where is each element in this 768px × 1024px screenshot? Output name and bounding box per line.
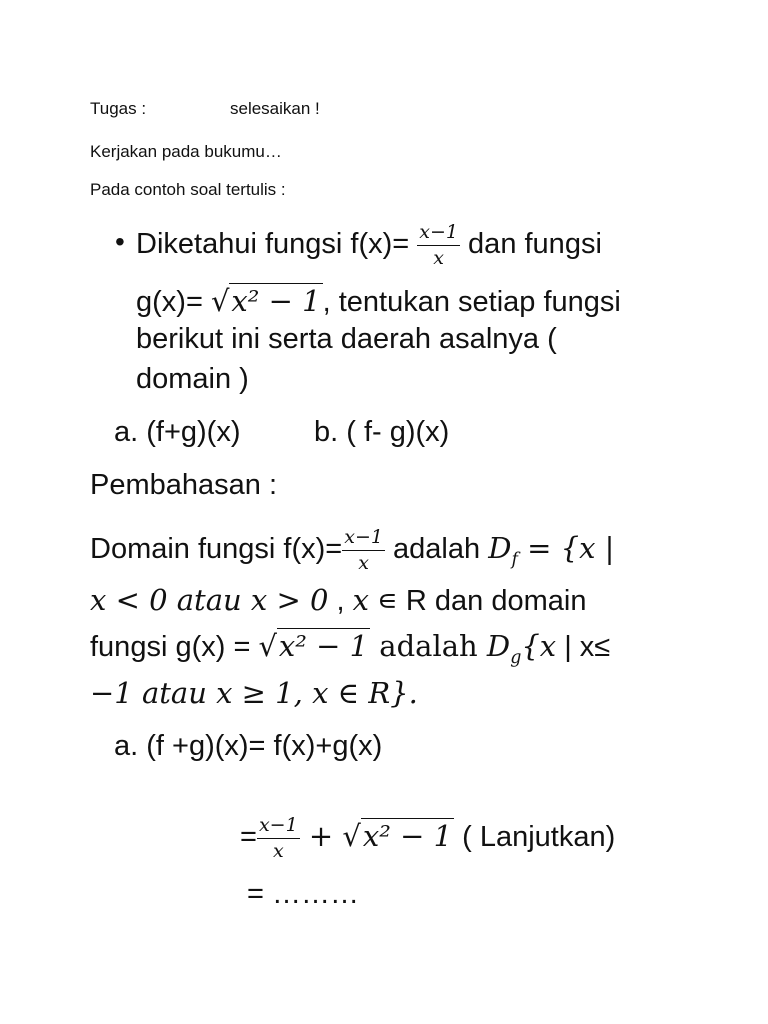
part-a-label: a. (f+g)(x) — [114, 416, 241, 448]
sqrt-expression: √x² − 1 — [342, 819, 453, 854]
domain-line-4: −1 atau x ≥ 1, x ∈ R}. — [90, 676, 418, 710]
fraction-numerator: x−1 — [257, 815, 300, 839]
math-text: x < 0 atau x > 0 — [90, 583, 329, 617]
fraction-denominator: x — [272, 840, 284, 862]
problem-line-1 — [136, 222, 602, 269]
fraction-numerator: x−1 — [417, 222, 460, 246]
math-text: adalah — [370, 629, 487, 663]
problem-text: Diketahui fungsi f(x)= — [136, 228, 418, 261]
problem-text: g(x)= — [136, 286, 211, 318]
fraction-numerator: x−1 — [342, 527, 385, 551]
math-text: x — [352, 583, 369, 617]
domain-line-2 — [90, 583, 586, 618]
plus-sign: + — [299, 819, 343, 854]
kerjakan-line: Kerjakan pada bukumu… — [90, 142, 282, 161]
fraction-f — [342, 527, 385, 574]
sqrt-argument: x² − 1 — [278, 629, 369, 663]
lanjutkan-note: ( Lanjutkan) — [454, 821, 616, 854]
problem-line-2 — [136, 283, 621, 319]
domain-line-3 — [90, 628, 610, 668]
solution-text: , — [328, 585, 353, 617]
fraction-denominator: x — [358, 552, 369, 574]
pada-contoh-line: Pada contoh soal tertulis : — [90, 180, 286, 199]
part-b-label: b. ( f- g)(x) — [314, 416, 450, 448]
bullet-point: • — [115, 226, 125, 257]
domain-subscript: g — [510, 647, 522, 668]
fraction-f — [417, 222, 460, 269]
problem-text: , tentukan setiap fungsi — [322, 286, 621, 318]
equals-sign: = — [240, 821, 257, 854]
solution-text: fungsi g(x) = — [90, 631, 259, 663]
solution-text: | x≤ — [556, 631, 611, 663]
selesaikan-label: selesaikan ! — [230, 99, 320, 118]
sqrt-argument: x² − 1 — [362, 819, 453, 854]
domain-line-1 — [90, 527, 614, 574]
math-text: {x — [521, 629, 557, 663]
fraction-denominator: x — [433, 247, 444, 269]
domain-subscript: f — [511, 549, 518, 570]
solution-text: adalah — [384, 533, 489, 566]
tugas-label: Tugas : — [90, 99, 147, 118]
step-a-line: a. (f +g)(x)= f(x)+g(x) — [114, 730, 383, 762]
solution-text: Domain fungsi f(x)= — [90, 533, 343, 566]
domain-symbol: D — [488, 531, 512, 566]
pembahasan-heading: Pembahasan : — [90, 469, 278, 501]
problem-text: dan fungsi — [460, 228, 602, 261]
domain-symbol: D — [486, 629, 511, 663]
problem-line-3: berikut ini serta daerah asalnya ( — [136, 323, 557, 355]
problem-line-4: domain ) — [136, 363, 249, 395]
equation-placeholder: = ……… — [247, 878, 359, 910]
equation-line — [240, 815, 615, 862]
sqrt-expression: √x² − 1 — [210, 284, 321, 318]
sqrt-expression: √x² − 1 — [258, 629, 369, 663]
sqrt-argument: x² − 1 — [231, 284, 321, 318]
fraction-f — [257, 815, 300, 862]
solution-text: ∊ R dan domain — [368, 585, 587, 617]
math-text: = {x | — [517, 531, 615, 566]
